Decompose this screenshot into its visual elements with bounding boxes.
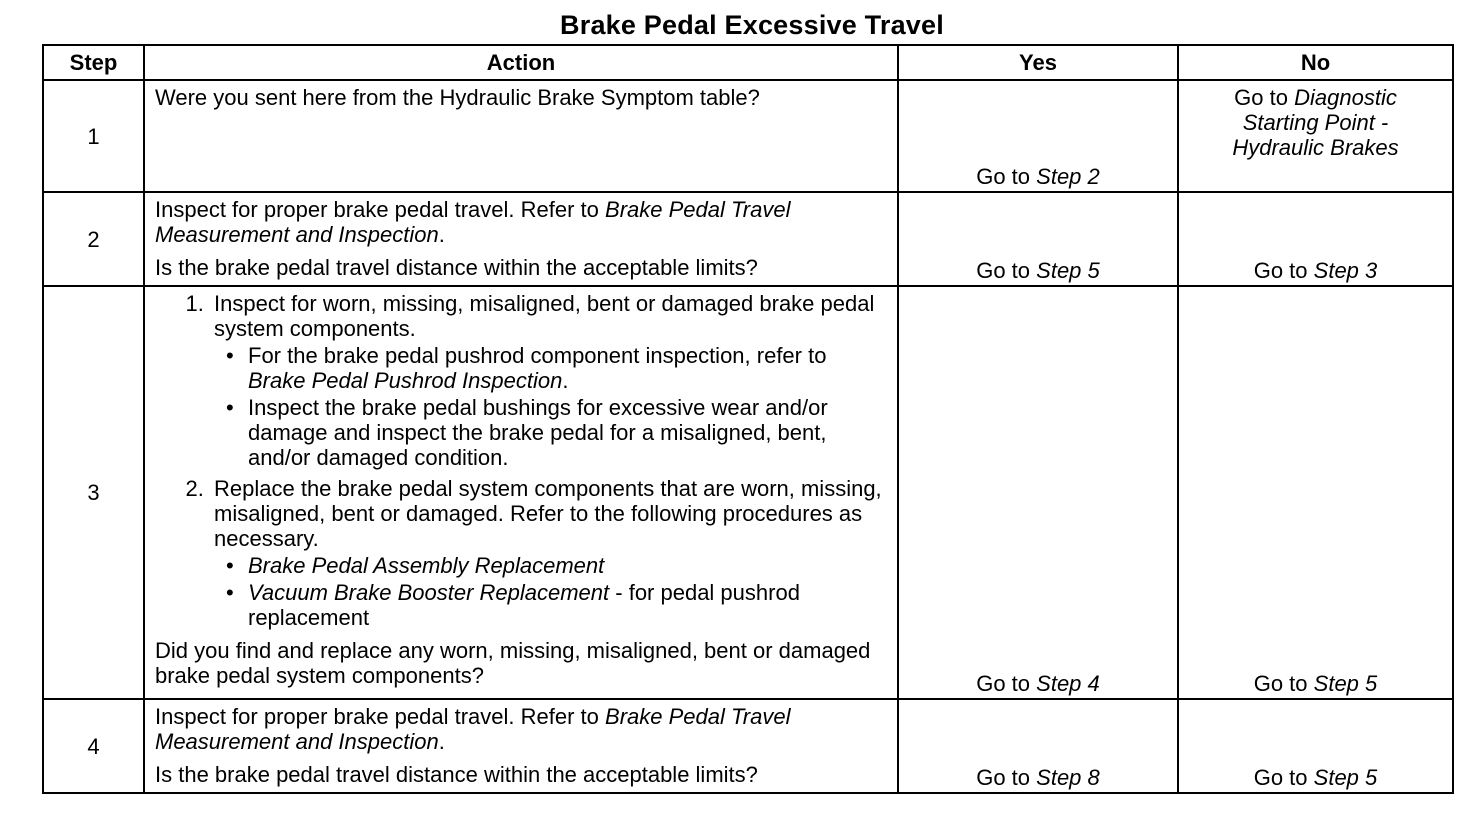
procedure-reference: Vacuum Brake Booster Replacement — [248, 580, 610, 605]
no-cell — [1178, 80, 1453, 192]
action-cell — [144, 699, 898, 793]
yes-prefix: Go to — [976, 164, 1031, 189]
no-target: Step 5 — [1313, 765, 1378, 790]
header-step: Step — [43, 45, 144, 80]
yes-target: Step 5 — [1036, 258, 1100, 283]
yes-cell — [898, 699, 1178, 793]
yes-target: Step 2 — [1036, 164, 1100, 189]
action-cell — [144, 80, 898, 192]
yes-cell — [898, 286, 1178, 699]
action-instruction — [155, 704, 887, 754]
table-row — [43, 192, 1453, 286]
step-number: 4 — [43, 699, 144, 793]
procedure-reference: Brake Pedal Travel Measurement and Inspection — [155, 704, 791, 754]
no-prefix: Go to — [1234, 85, 1288, 110]
period: . — [562, 368, 569, 393]
procedure-reference: Brake Pedal Assembly Replacement — [248, 553, 605, 578]
no-prefix: Go to — [1253, 258, 1308, 283]
table-row — [43, 286, 1453, 699]
table-row — [43, 699, 1453, 793]
yes-prefix: Go to — [976, 258, 1031, 283]
procedure-reference: Brake Pedal Pushrod Inspection — [248, 368, 563, 393]
no-cell — [1178, 699, 1453, 793]
no-cell — [1178, 192, 1453, 286]
action-cell — [144, 286, 898, 699]
document-title: Brake Pedal Excessive Travel — [560, 10, 944, 40]
list-item — [248, 395, 887, 470]
step-number: 1 — [43, 80, 144, 192]
action-question: Is the brake pedal travel distance within the acceptable limits? — [155, 255, 758, 280]
item-text: Replace the brake pedal system components that are worn, missing, misaligned, bent or damaged. Refer to the following procedures as necessary. — [214, 476, 882, 551]
list-item — [210, 476, 887, 630]
no-cell — [1178, 286, 1453, 699]
yes-target: Step 4 — [1036, 671, 1100, 696]
instruction-text: Inspect for proper brake pedal travel. Refer to — [155, 197, 599, 222]
list-item — [248, 580, 887, 630]
step-number: 3 — [43, 286, 144, 699]
no-prefix: Go to — [1253, 765, 1308, 790]
no-prefix: Go to — [1253, 671, 1308, 696]
bullet-list — [214, 553, 887, 630]
header-action: Action — [144, 45, 898, 80]
procedure-list — [155, 291, 887, 630]
bullet-text: Inspect the brake pedal bushings for excessive wear and/or damage and inspect the brake pedal for a misaligned, bent, and/or damaged condition. — [248, 395, 828, 470]
period: . — [438, 729, 445, 754]
action-question: Were you sent here from the Hydraulic Brake Symptom table? — [155, 85, 760, 110]
no-target: Step 5 — [1313, 671, 1378, 696]
action-instruction — [155, 197, 887, 247]
yes-cell — [898, 192, 1178, 286]
no-target: Step 3 — [1313, 258, 1378, 283]
action-cell — [144, 192, 898, 286]
procedure-reference: Brake Pedal Travel Measurement and Inspection — [155, 197, 791, 247]
no-target-line2: Starting Point - — [1242, 110, 1389, 135]
step-number: 2 — [43, 192, 144, 286]
no-target-line3: Hydraulic Brakes — [1232, 135, 1399, 160]
action-question: Did you find and replace any worn, missing, misaligned, bent or damaged brake pedal system components? — [155, 638, 871, 688]
yes-cell — [898, 80, 1178, 192]
bullet-text: - for pedal pushrod replacement — [248, 580, 800, 630]
list-item — [248, 343, 887, 393]
bullet-list — [214, 343, 887, 470]
header-row — [43, 45, 1453, 80]
header-no: No — [1178, 45, 1453, 80]
no-target: Diagnostic — [1294, 85, 1397, 110]
item-text: Inspect for worn, missing, misaligned, bent or damaged brake pedal system components. — [214, 291, 875, 341]
yes-target: Step 8 — [1036, 765, 1100, 790]
instruction-text: Inspect for proper brake pedal travel. Refer to — [155, 704, 599, 729]
diagnostic-table — [42, 44, 1454, 794]
table-row — [43, 80, 1453, 192]
action-question: Is the brake pedal travel distance within the acceptable limits? — [155, 762, 758, 787]
bullet-text: For the brake pedal pushrod component inspection, refer to — [248, 343, 827, 368]
yes-prefix: Go to — [976, 765, 1031, 790]
period: . — [438, 222, 445, 247]
list-item — [248, 553, 887, 578]
yes-prefix: Go to — [976, 671, 1031, 696]
header-yes: Yes — [898, 45, 1178, 80]
list-item — [210, 291, 887, 470]
